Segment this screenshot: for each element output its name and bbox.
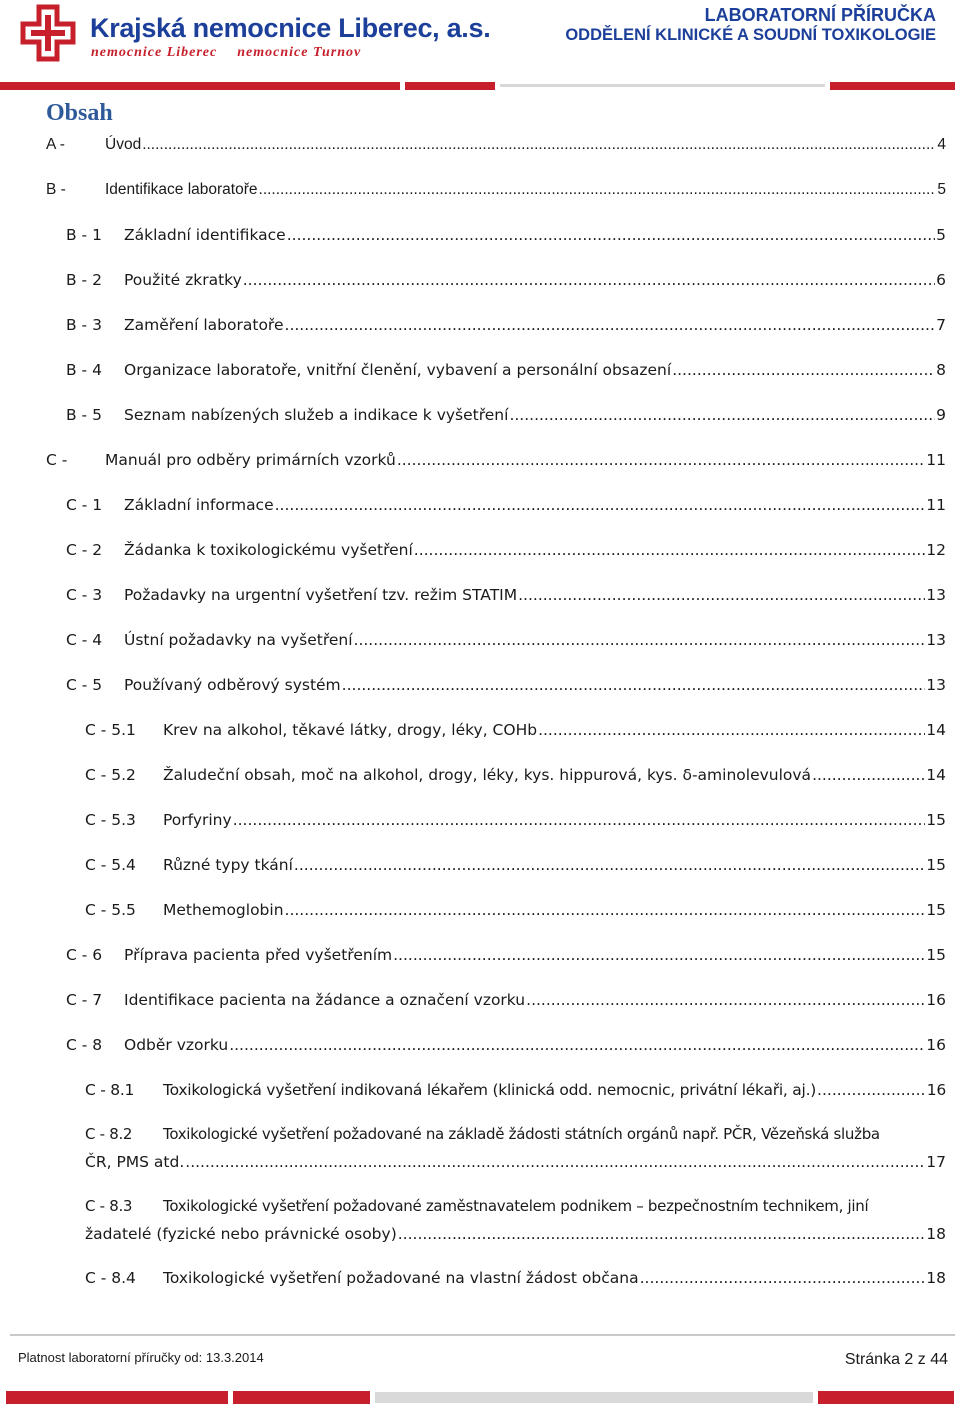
toc-label: Toxikologické vyšetření požadované na vlastní žádost občana bbox=[163, 1269, 639, 1287]
toc-page: 14 bbox=[926, 721, 946, 739]
toc-label: Toxikologická vyšetření indikovaná lékařem (klinická odd. nemocnic, privátní lékaři, aj.) bbox=[163, 1081, 817, 1099]
toc-page: 15 bbox=[926, 946, 946, 964]
toc-entry[interactable] bbox=[66, 221, 946, 249]
toc-number: B - 5 bbox=[66, 406, 102, 424]
dot-leader bbox=[817, 1076, 926, 1104]
toc-number: B - 2 bbox=[66, 271, 102, 289]
page-number: Stránka 2 z 44 bbox=[844, 1351, 948, 1368]
dot-leader bbox=[393, 941, 925, 969]
header-stripe-gray bbox=[500, 84, 825, 87]
organization-name: Krajská nemocnice Liberec, a.s. bbox=[90, 13, 491, 43]
toc-label: Základní informace bbox=[124, 496, 274, 514]
toc-page: 11 bbox=[926, 451, 946, 469]
footer-stripe-gray bbox=[375, 1392, 813, 1403]
toc-label: Různé typy tkání bbox=[163, 856, 293, 874]
toc-entry[interactable] bbox=[66, 356, 946, 384]
toc-page: 16 bbox=[926, 991, 946, 1009]
toc-label-continued: ČR, PMS atd. bbox=[85, 1153, 185, 1171]
toc-page: 12 bbox=[926, 541, 946, 559]
toc-entry[interactable] bbox=[66, 986, 946, 1014]
dot-leader bbox=[142, 131, 936, 159]
toc-number: B - 4 bbox=[66, 361, 102, 379]
toc-label: Organizace laboratoře, vnitřní členění, vybavení a personální obsazení bbox=[124, 361, 672, 379]
dot-leader bbox=[812, 761, 925, 789]
toc-page: 5 bbox=[937, 181, 946, 198]
dot-leader bbox=[538, 716, 925, 744]
toc-number: C - 6 bbox=[66, 946, 103, 964]
toc-page: 16 bbox=[926, 1081, 946, 1099]
toc-number: C - 5.4 bbox=[85, 856, 136, 874]
toc-entry[interactable] bbox=[85, 716, 946, 744]
toc-label: Identifikace pacienta na žádance a označení vzorku bbox=[124, 991, 526, 1009]
toc-label: Krev na alkohol, těkavé látky, drogy, léky, COHb bbox=[163, 721, 538, 739]
footer-stripe bbox=[818, 1391, 954, 1404]
toc-entry[interactable] bbox=[85, 851, 946, 879]
dot-leader bbox=[414, 536, 925, 564]
toc-label: Odběr vzorku bbox=[124, 1036, 229, 1054]
toc-entry[interactable] bbox=[46, 176, 946, 204]
dot-leader bbox=[518, 581, 925, 609]
toc-number: C - 4 bbox=[66, 631, 103, 649]
toc-number: B - bbox=[46, 181, 66, 198]
toc-entry[interactable] bbox=[66, 311, 946, 339]
toc-entry[interactable] bbox=[85, 1076, 946, 1104]
toc-entry[interactable] bbox=[46, 131, 946, 159]
footer-divider bbox=[10, 1334, 955, 1336]
header-stripe bbox=[0, 82, 400, 90]
validity-date: Platnost laboratorní příručky od: 13.3.2014 bbox=[18, 1350, 264, 1365]
dot-leader bbox=[287, 221, 935, 249]
toc-number: C - 5 bbox=[66, 676, 103, 694]
toc-number: C - 8.3 bbox=[85, 1197, 133, 1215]
toc-entry[interactable] bbox=[66, 581, 946, 609]
toc-number: C - 5.3 bbox=[85, 811, 136, 829]
toc-page: 5 bbox=[936, 226, 946, 244]
dot-leader bbox=[526, 986, 925, 1014]
footer-stripe bbox=[6, 1391, 228, 1404]
toc-page: 11 bbox=[926, 496, 946, 514]
toc-number: C - 2 bbox=[66, 541, 103, 559]
toc-label: Požadavky na urgentní vyšetření tzv. režim STATIM bbox=[124, 586, 518, 604]
toc-entry[interactable] bbox=[66, 671, 946, 699]
toc-label: Použité zkratky bbox=[124, 271, 242, 289]
dot-leader bbox=[229, 1031, 925, 1059]
toc-label: Ústní požadavky na vyšetření bbox=[124, 631, 353, 649]
hospital-cross-logo bbox=[20, 4, 76, 62]
toc-page: 13 bbox=[926, 586, 946, 604]
header-stripe bbox=[830, 82, 955, 90]
toc-label: Žaludeční obsah, moč na alkohol, drogy, léky, kys. hippurová, kys. δ-aminolevulová bbox=[163, 766, 812, 784]
toc-label: Toxikologické vyšetření požadované zaměstnavatelem podnikem – bezpečnostním technikem, jiní bbox=[163, 1197, 869, 1215]
toc-entry[interactable] bbox=[66, 401, 946, 429]
toc-label: Základní identifikace bbox=[124, 226, 286, 244]
toc-page: 17 bbox=[926, 1153, 946, 1171]
toc-page: 18 bbox=[926, 1269, 946, 1287]
toc-page: 6 bbox=[936, 271, 946, 289]
toc-number: C - 8 bbox=[66, 1036, 103, 1054]
organization-subtitle bbox=[91, 45, 361, 61]
toc-label: Používaný odběrový systém bbox=[124, 676, 341, 694]
toc-number: C - 5.2 bbox=[85, 766, 136, 784]
toc-entry[interactable] bbox=[85, 1192, 946, 1248]
toc-page: 4 bbox=[937, 136, 946, 153]
toc-entry[interactable] bbox=[85, 1120, 946, 1176]
toc-label: Žádanka k toxikologickému vyšetření bbox=[124, 541, 413, 559]
toc-page: 15 bbox=[926, 811, 946, 829]
toc-page: 15 bbox=[926, 856, 946, 874]
handbook-title: LABORATORNÍ PŘÍRUČKA bbox=[704, 5, 936, 25]
toc-number: B - 3 bbox=[66, 316, 102, 334]
dot-leader bbox=[285, 311, 936, 339]
dot-leader bbox=[397, 446, 925, 474]
toc-entry[interactable] bbox=[85, 806, 946, 834]
toc-entry[interactable] bbox=[85, 1264, 946, 1292]
toc-number: C - 5.5 bbox=[85, 901, 136, 919]
toc-entry[interactable] bbox=[85, 761, 946, 789]
dot-leader bbox=[259, 176, 937, 204]
dot-leader bbox=[294, 851, 925, 879]
dot-leader bbox=[233, 806, 926, 834]
toc-number: C - bbox=[46, 451, 68, 469]
dot-leader bbox=[185, 1148, 925, 1176]
toc-number: C - 3 bbox=[66, 586, 103, 604]
toc-entry[interactable] bbox=[66, 266, 946, 294]
toc-entry[interactable] bbox=[46, 446, 946, 474]
toc-label-continued: žadatelé (fyzické nebo právnické osoby) bbox=[85, 1225, 397, 1243]
page-header bbox=[0, 0, 960, 92]
toc-label: Manuál pro odběry primárních vzorků bbox=[105, 451, 396, 469]
toc-entry[interactable] bbox=[66, 1031, 946, 1059]
dot-leader bbox=[243, 266, 935, 294]
toc-label: Toxikologické vyšetření požadované na základě žádosti státních orgánů např. PČR, Vězeňská služba bbox=[163, 1125, 880, 1143]
toc-page: 7 bbox=[936, 316, 946, 334]
toc-entry[interactable] bbox=[66, 536, 946, 564]
toc-number: A - bbox=[46, 136, 65, 153]
toc-number: C - 7 bbox=[66, 991, 103, 1009]
toc-page: 16 bbox=[926, 1036, 946, 1054]
toc-title: Obsah bbox=[46, 100, 113, 126]
toc-label: Úvod bbox=[105, 136, 142, 153]
toc-number: C - 8.2 bbox=[85, 1125, 133, 1143]
toc-label: Porfyriny bbox=[163, 811, 232, 829]
dot-leader bbox=[354, 626, 926, 654]
toc-page: 9 bbox=[936, 406, 946, 424]
toc-page: 15 bbox=[926, 901, 946, 919]
toc-entry[interactable] bbox=[66, 941, 946, 969]
toc-number: C - 8.1 bbox=[85, 1081, 135, 1099]
toc-number: C - 8.4 bbox=[85, 1269, 136, 1287]
dot-leader bbox=[398, 1220, 926, 1248]
toc-label: Zaměření laboratoře bbox=[124, 316, 284, 334]
toc-label: Methemoglobin bbox=[163, 901, 284, 919]
toc-page: 13 bbox=[926, 631, 946, 649]
dot-leader bbox=[275, 491, 926, 519]
toc-page: 8 bbox=[936, 361, 946, 379]
hospital-turnov: nemocnice Turnov bbox=[237, 45, 362, 60]
toc-page: 18 bbox=[926, 1225, 946, 1243]
toc-label: Příprava pacienta před vyšetřením bbox=[124, 946, 393, 964]
dot-leader bbox=[672, 356, 935, 384]
dot-leader bbox=[640, 1264, 926, 1292]
hospital-liberec: nemocnice Liberec bbox=[91, 45, 218, 60]
toc-number: C - 1 bbox=[66, 496, 103, 514]
toc-number: C - 5.1 bbox=[85, 721, 136, 739]
header-stripe bbox=[405, 82, 495, 90]
footer-stripe bbox=[233, 1391, 370, 1404]
dot-leader bbox=[509, 401, 935, 429]
toc-label: Seznam nabízených služeb a indikace k vyšetření bbox=[124, 406, 509, 424]
toc-entry[interactable] bbox=[66, 626, 946, 654]
toc-page: 14 bbox=[926, 766, 946, 784]
toc-entry[interactable] bbox=[85, 896, 946, 924]
toc-page: 13 bbox=[926, 676, 946, 694]
toc-number: B - 1 bbox=[66, 226, 102, 244]
dot-leader bbox=[285, 896, 926, 924]
dot-leader bbox=[342, 671, 926, 699]
department-title: ODDĚLENÍ KLINICKÉ A SOUDNÍ TOXIKOLOGIE bbox=[565, 26, 936, 44]
toc-entry[interactable] bbox=[66, 491, 946, 519]
toc-label: Identifikace laboratoře bbox=[105, 181, 258, 198]
